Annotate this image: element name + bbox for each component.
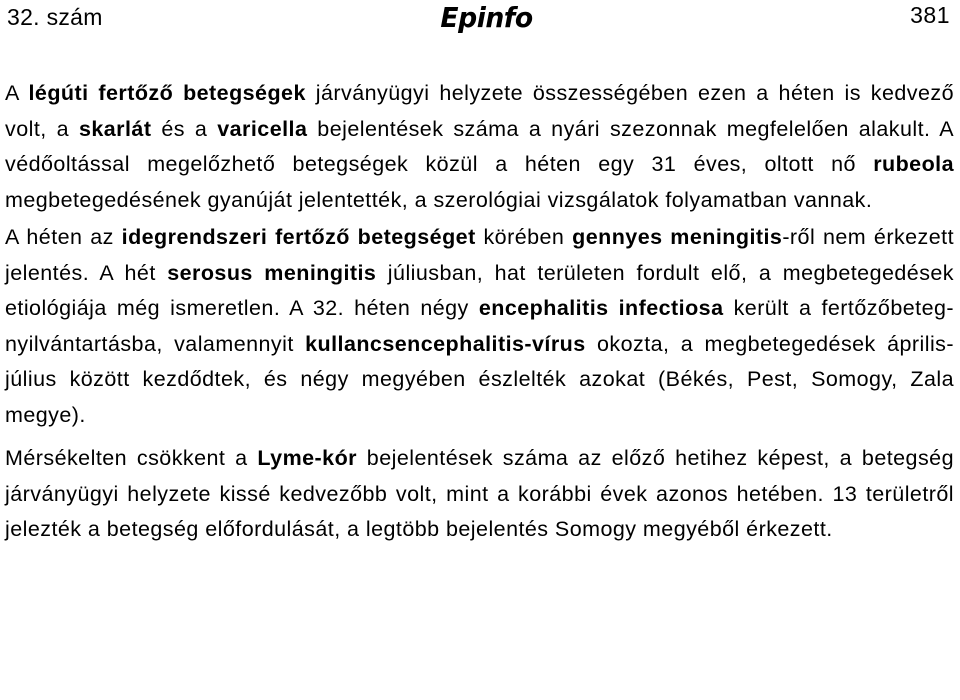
text-run: okozta, a megbetegedések április-július között kezdődtek, és négy megyében észlelték azokat (Békés, Pest, Somogy, Zala megye). xyxy=(5,331,954,427)
bold-term: skarlát xyxy=(78,116,152,141)
bold-term: varicella xyxy=(217,116,308,141)
text-run: került a fertőzőbeteg-nyilvántartásba, valamennyit xyxy=(5,296,954,356)
bold-term: idegrendszeri fertőző betegséget xyxy=(121,225,476,249)
bold-term: gennyes meningitis xyxy=(572,225,783,249)
bold-term: encephalitis infectiosa xyxy=(478,296,724,320)
page-header xyxy=(5,0,954,40)
paragraph-respiratory-infections xyxy=(5,76,954,218)
bold-term: kullancsencephalitis-vírus xyxy=(305,331,586,356)
paragraph-nervous-system-infections xyxy=(5,220,954,433)
text-run: járványügyi helyzete összességében ezen a héten is kedvező volt, a xyxy=(5,81,955,141)
text-run: megbetegedésének gyanúját jelentették, a szerológiai vizsgálatok folyamatban vannak. xyxy=(5,187,873,212)
text-run: A xyxy=(5,81,29,105)
bold-term: serosus meningitis xyxy=(167,260,377,285)
issue-number: 32. szám xyxy=(7,4,103,30)
epinfo-logo: Epinfo xyxy=(440,1,533,34)
text-run: bejelentések száma a nyári szezonnak megfelelően alakult. A védőoltással megelőzhető betegségek közül a héten egy 31 éves, oltott nő xyxy=(5,116,954,176)
text-run: és a xyxy=(151,116,218,141)
paragraph-lyme-disease xyxy=(5,441,954,548)
text-run: A héten az xyxy=(5,225,122,249)
text-run: bejelentések száma az előző hetihez képest, a betegség járványügyi helyzete kissé kedvezőbb volt, mint a korábbi évek azonos hetében. 13 területről jelezték a betegség előfordulását, a legtöbb bejelentés Somogy megyéből érkezett. xyxy=(5,446,954,541)
text-run: körében xyxy=(475,225,573,249)
bold-term: Lyme-kór xyxy=(257,446,357,470)
text-run: júliusban, hat területen fordult elő, a megbetegedések etiológiája még ismeretlen. A 32. héten négy xyxy=(5,260,954,320)
text-run: Mérsékelten csökkent a xyxy=(5,446,258,470)
bold-term: rubeola xyxy=(873,152,954,176)
bold-term: légúti fertőző betegségek xyxy=(28,81,306,105)
page-number: 381 xyxy=(910,2,950,28)
text-run: -ről nem érkezett jelentés. A hét xyxy=(5,225,954,285)
